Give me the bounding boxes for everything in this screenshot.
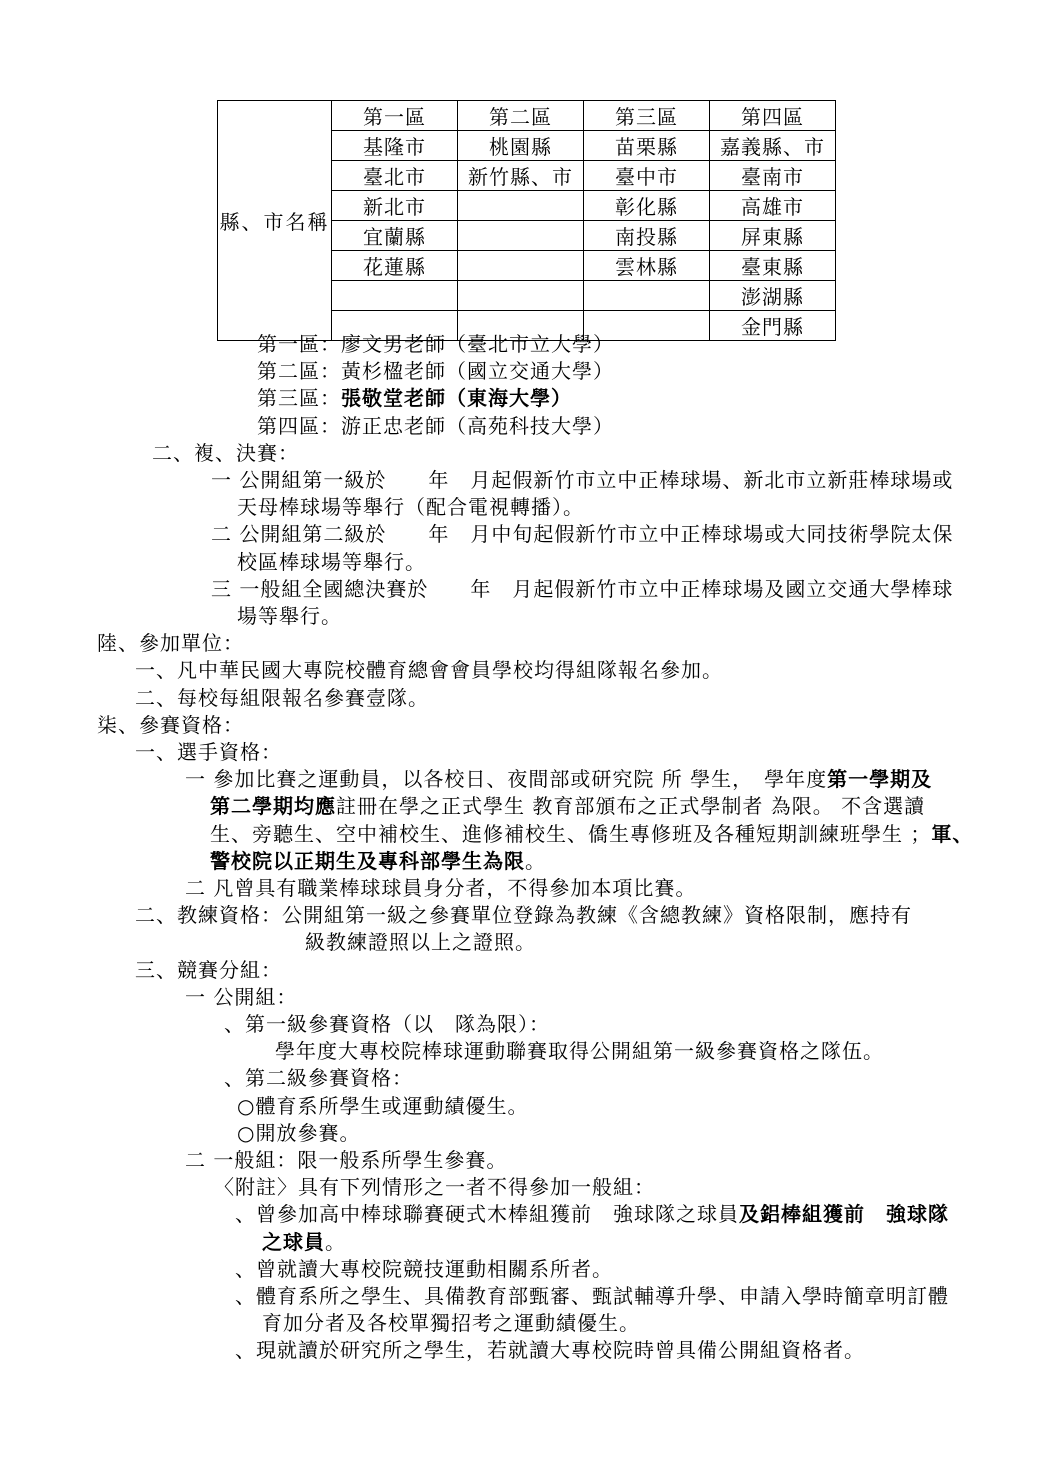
doc-text: 一 公開組： (185, 985, 298, 1009)
doc-line (135, 685, 429, 712)
table-cell (458, 191, 584, 221)
doc-text-bold: 及鋁棒組獲前 強球隊 (739, 1202, 949, 1226)
doc-text: 一、選手資格： (135, 740, 282, 764)
doc-text: 、第二級參賽資格： (224, 1066, 413, 1090)
doc-line (237, 1120, 360, 1147)
table-cell: 南投縣 (584, 221, 710, 251)
doc-line (210, 793, 925, 820)
doc-line (257, 385, 572, 412)
table-cell: 屏東縣 (710, 221, 836, 251)
doc-text: ○開放參賽。 (237, 1121, 361, 1145)
doc-text: 二 凡曾具有職業棒球球員身分者，不得參加本項比賽。 (185, 876, 697, 900)
table-cell: 新北市 (332, 191, 458, 221)
table-cell (458, 251, 584, 281)
table-cell: 臺南市 (710, 161, 836, 191)
table-cell: 澎湖縣 (710, 281, 836, 311)
doc-line (237, 494, 584, 521)
doc-text: 天母棒球場等舉行（配合電視轉播）。 (237, 495, 584, 519)
table-row (218, 101, 836, 131)
table-header-cell: 第一區 (332, 101, 458, 131)
doc-line (214, 1174, 655, 1201)
table-header-cell: 第二區 (458, 101, 584, 131)
doc-text: 校區棒球場等舉行。 (237, 550, 426, 574)
table-header-cell: 第三區 (584, 101, 710, 131)
doc-line (97, 630, 244, 657)
doc-line (257, 413, 614, 440)
doc-text: 。 (525, 849, 546, 873)
table-cell (332, 281, 458, 311)
doc-line (305, 929, 536, 956)
doc-text-bold: 軍、 (931, 822, 974, 846)
doc-text: 二、教練資格：公開組第一級之參賽單位登錄為教練《含總教練》資格限制，應持有 (135, 903, 912, 927)
doc-text: 〈附註〉具有下列情形之一者不得參加一般組： (214, 1175, 655, 1199)
doc-text: 三 一般組全國總決賽於 年 月起假新竹市立中正棒球場及國立交通大學棒球 (211, 577, 954, 601)
doc-line (211, 576, 953, 603)
table-cell: 新竹縣、市 (458, 161, 584, 191)
doc-line (210, 848, 546, 875)
doc-text-bold: 警校院以正期生及專科部學生為限 (210, 849, 525, 873)
table-cell: 苗栗縣 (584, 131, 710, 161)
table-cell (458, 221, 584, 251)
doc-line (185, 1147, 507, 1174)
doc-text-bold: 張敬堂老師（東海大學） (341, 386, 572, 410)
doc-line (235, 1256, 613, 1283)
table-cell: 高雄市 (710, 191, 836, 221)
table-cell: 嘉義縣、市 (710, 131, 836, 161)
doc-line (211, 521, 953, 548)
table-cell: 雲林縣 (584, 251, 710, 281)
doc-text: 場等舉行。 (237, 604, 342, 628)
doc-text: 第一區：廖文男老師（臺北市立大學） (257, 332, 614, 356)
doc-text: 、第一級參賽資格（以 隊為限）： (224, 1012, 550, 1036)
table-cell: 基隆市 (332, 131, 458, 161)
doc-line (275, 1038, 884, 1065)
doc-line (262, 1310, 640, 1337)
doc-text: 、體育系所之學生、具備教育部甄審、甄試輔導升學、申請入學時簡章明訂體 (235, 1284, 949, 1308)
table-cell: 彰化縣 (584, 191, 710, 221)
doc-line (211, 467, 953, 494)
doc-line (135, 957, 282, 984)
doc-text: 第三區： (257, 386, 341, 410)
doc-line (210, 821, 973, 848)
doc-text: 一 參加比賽之運動員，以各校日、夜間部或研究院 所 學生， 學年度 (185, 767, 828, 791)
doc-line (135, 739, 282, 766)
table-cell (458, 281, 584, 311)
table-cell: 桃園縣 (458, 131, 584, 161)
doc-line (224, 1065, 413, 1092)
doc-text: 註冊在學之正式學生 教育部頒布之正式學制者 為限。 不含選讀 (336, 794, 926, 818)
doc-line (224, 1011, 550, 1038)
doc-line (257, 331, 614, 358)
doc-text: 二 一般組：限一般系所學生參賽。 (185, 1148, 508, 1172)
table-cell: 臺北市 (332, 161, 458, 191)
doc-line (152, 440, 299, 467)
doc-line (135, 657, 723, 684)
doc-line (185, 984, 297, 1011)
doc-text: 三、競賽分組： (135, 958, 282, 982)
doc-text: 、曾參加高中棒球聯賽硬式木棒組獲前 強球隊之球員 (235, 1202, 739, 1226)
doc-text: 一 公開組第一級於 年 月起假新竹市立中正棒球場、新北市立新莊棒球場或 (211, 468, 954, 492)
doc-text: 一、凡中華民國大專院校體育總會會員學校均得組隊報名參加。 (135, 658, 723, 682)
doc-text-bold: 第二學期均應 (210, 794, 336, 818)
doc-text-bold: 第一學期及 (827, 767, 933, 791)
table-cell: 臺中市 (584, 161, 710, 191)
table-cell: 花蓮縣 (332, 251, 458, 281)
doc-text: 生、旁聽生、空中補校生、進修補校生、僑生專修班及各種短期訓練班學生 ； (210, 822, 932, 846)
doc-line (97, 712, 244, 739)
doc-text: 陸、參加單位： (97, 631, 244, 655)
doc-text: 級教練證照以上之證照。 (305, 930, 536, 954)
doc-line (135, 902, 912, 929)
doc-line (235, 1337, 865, 1364)
table-header-cell: 第四區 (710, 101, 836, 131)
doc-line (237, 549, 426, 576)
table-cell: 金門縣 (710, 311, 836, 341)
doc-text: ○體育系所學生或運動績優生。 (237, 1094, 529, 1118)
doc-line (235, 1201, 949, 1228)
doc-text: 二、複、決賽： (152, 441, 299, 465)
doc-text: 。 (325, 1230, 346, 1254)
doc-text: 、曾就讀大專校院競技運動相關系所者。 (235, 1257, 613, 1281)
doc-text-bold: 之球員 (262, 1230, 325, 1254)
region-table (217, 100, 836, 341)
doc-text: 第四區：游正忠老師（高苑科技大學） (257, 414, 614, 438)
doc-text: 第二區：黃杉楹老師（國立交通大學） (257, 359, 614, 383)
table-row-header: 縣、市名稱 (218, 101, 332, 341)
doc-line (235, 1283, 949, 1310)
doc-text: 、現就讀於研究所之學生，若就讀大專校院時曾具備公開組資格者。 (235, 1338, 865, 1362)
doc-line (185, 766, 932, 793)
doc-text: 育加分者及各校單獨招考之運動績優生。 (262, 1311, 640, 1335)
table-cell: 臺東縣 (710, 251, 836, 281)
region-table-body (218, 101, 836, 341)
doc-text: 柒、參賽資格： (97, 713, 244, 737)
doc-line (237, 603, 342, 630)
doc-text: 二 公開組第二級於 年 月中旬起假新竹市立中正棒球場或大同技術學院太保 (211, 522, 954, 546)
doc-line (262, 1229, 346, 1256)
table-cell (584, 281, 710, 311)
doc-text: 二、每校每組限報名參賽壹隊。 (135, 686, 429, 710)
doc-line (237, 1093, 528, 1120)
doc-text: 學年度大專校院棒球運動聯賽取得公開組第一級參賽資格之隊伍。 (275, 1039, 884, 1063)
doc-line (185, 875, 696, 902)
doc-line (257, 358, 614, 385)
table-cell: 宜蘭縣 (332, 221, 458, 251)
